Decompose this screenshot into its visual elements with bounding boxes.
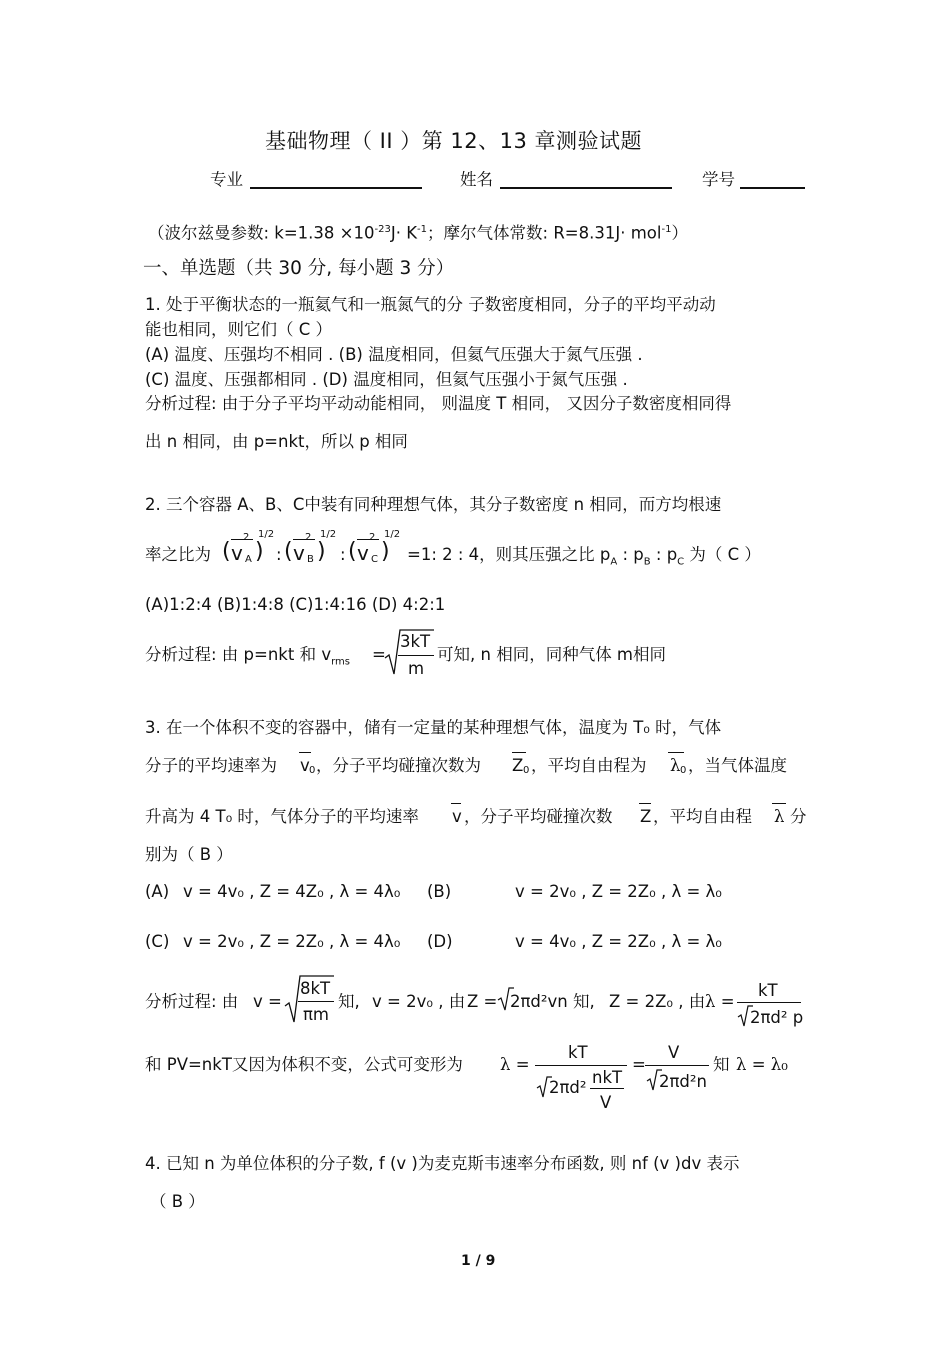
q3-an1-g: λ =	[705, 992, 735, 1011]
q3-line1: 3. 在一个体积不变的容器中，储有一定量的某种理想气体，温度为 T₀ 时，气体	[145, 718, 722, 737]
q3-line3-c: ，平均自由程	[653, 807, 752, 826]
q3-an2-b: 知	[713, 1055, 730, 1074]
name-label: 姓名	[460, 170, 493, 189]
q3-z0-sub: 0	[523, 765, 530, 776]
q2-vA-v: v	[231, 541, 243, 565]
q3-optA: v = 4v₀ , Z = 4Z₀ , λ = 4λ₀	[183, 882, 401, 901]
q1-analysis-line1: 分析过程: 由于分子平均平动动能相同， 则温度 T 相同， 又因分子数密度相同得	[145, 394, 732, 413]
q3-lambda: λ	[774, 807, 785, 826]
constants-text: （波尔兹曼参数: k=1.38 ×10	[148, 223, 375, 243]
q2-vB-sub: B	[307, 554, 314, 565]
q2-answer: 为（ C ）	[684, 545, 761, 564]
q1-line1: 1. 处于平衡状态的一瓶氦气和一瓶氮气的分 子数密度相同，分子的平均平动动	[145, 295, 716, 314]
q3-optD-label: (D)	[427, 932, 453, 951]
q3-an2-num: kT	[568, 1043, 588, 1062]
q3-v0-sub: 0	[309, 765, 316, 776]
q1-option-cd: (C) 温度、压强都相同 . (D) 温度相同，但氦气压强小于氮气压强 .	[145, 370, 628, 389]
q3-an1-num: 8kT	[300, 979, 331, 998]
q3-an1-c: v = 2v₀ , 由	[372, 992, 466, 1011]
q3-an2-num2: V	[668, 1043, 680, 1062]
q2-line1: 2. 三个容器 A、B、C中装有同种理想气体，其分子数密度 n 相同，而方均根速	[145, 495, 722, 514]
q2-vA-half: 1/2	[258, 529, 275, 540]
q2-options: (A)1:2:4 (B)1:4:8 (C)1:4:16 (D) 4:2:1	[145, 595, 446, 614]
q2-vB-half: 1/2	[320, 529, 337, 540]
q2-vC-sq: 2	[369, 532, 376, 543]
q3-lambda0-sub: 0	[680, 765, 687, 776]
q3-line3-d: 分	[790, 807, 807, 826]
q1-analysis-line2: 出 n 相同，由 p=nkt，所以 p 相同	[145, 432, 408, 451]
name-blank	[500, 187, 672, 189]
q3-optB: v = 2v₀ , Z = 2Z₀ , λ = λ₀	[515, 882, 722, 901]
q3-optD: v = 4v₀ , Z = 2Z₀ , λ = λ₀	[515, 932, 722, 951]
q3-line3-a: 升高为 4 T₀ 时，气体分子的平均速率	[145, 807, 419, 826]
q2-vC-group: ( v C 2 ) 1/2	[348, 529, 401, 565]
constants-mid: ；摩尔气体常数: R=8.31J· mol	[427, 223, 662, 243]
q2-analysis-text: 分析过程: 由 p=nkt 和 v	[145, 645, 332, 664]
q2-analysis-prefix	[145, 645, 350, 672]
q2-ratio-line	[407, 545, 761, 572]
q3-an1-e: 2πd²vn 知,	[510, 992, 595, 1011]
q3-z: Z	[640, 807, 652, 826]
constants-close: ）	[671, 223, 688, 243]
q3-line2-b: ，分子平均碰撞次数为	[316, 756, 481, 775]
constants-unit1-exp: -1	[417, 224, 428, 235]
page-title: 基础物理（ II ）第 12、13 章测验试题	[265, 129, 643, 153]
q2-pa-sub: A	[610, 556, 618, 568]
q3-an1-a: 分析过程: 由	[145, 992, 239, 1011]
q3-an1-f: Z = 2Z₀ , 由	[609, 992, 706, 1011]
q1-line2: 能也相同，则它们（ C ）	[145, 320, 333, 339]
q3-optC-label: (C)	[145, 932, 170, 951]
q3-an2-den-num: nkT	[592, 1068, 623, 1087]
q4-line1: 4. 已知 n 为单位体积的分子数, f (v )为麦克斯韦速率分布函数, 则 nf (v )dv 表示	[145, 1154, 740, 1173]
q3-an2-den-den: V	[600, 1093, 612, 1112]
q2-vB-v: v	[293, 541, 305, 565]
q3-line2-c: ，平均自由程为	[531, 756, 647, 775]
q4-line2: （ B ）	[150, 1192, 205, 1211]
major-label: 专业	[210, 170, 243, 189]
q3-line2-d: ，当气体温度	[688, 756, 787, 775]
q3-optC: v = 2v₀ , Z = 2Z₀ , λ = 4λ₀	[183, 932, 401, 951]
student-id-label: 学号	[702, 170, 735, 189]
q3-an2-lam: λ =	[500, 1055, 530, 1074]
page-number: 1 / 9	[461, 1253, 496, 1269]
q2-vC-sub: C	[371, 554, 378, 565]
q3-an2-c: λ = λ₀	[736, 1055, 788, 1074]
q3-line2-a: 分子的平均速率为	[145, 756, 277, 775]
q3-an1-num2: kT	[758, 981, 778, 1000]
q3-v0: v	[300, 756, 310, 775]
q3-optA-label: (A)	[145, 882, 170, 901]
q2-pc-sub: C	[677, 556, 685, 568]
q2-vB-sq: 2	[305, 532, 312, 543]
q2-vA-sub: A	[245, 554, 252, 565]
q3-line3-b: ，分子平均碰撞次数	[464, 807, 613, 826]
constants-line	[148, 220, 688, 244]
q2-sqrt-den: m	[408, 659, 425, 678]
q3-an1-den: πm	[303, 1005, 330, 1024]
student-id-blank	[740, 187, 805, 189]
q3-lambda0: λ	[670, 756, 681, 775]
q2-pb-sub: B	[643, 556, 651, 568]
q3-z0: Z	[512, 756, 524, 775]
q3-an2-den2: 2πd²n	[659, 1072, 707, 1091]
q2-line2-prefix: 率之比为	[145, 545, 211, 564]
q3-line4: 别为（ B ）	[145, 845, 233, 864]
q3-v: v	[452, 807, 462, 826]
section-heading: 一、单选题（共 30 分, 每小题 3 分）	[143, 258, 455, 279]
q3-an2-den-a: 2πd²	[549, 1078, 587, 1097]
q2-colon1: : p	[617, 545, 644, 564]
q2-vB-group: ( v B 2 ) 1/2	[284, 529, 337, 565]
q3-an2-a: 和 PV=nkT又因为体积不变，公式可变形为	[145, 1055, 463, 1074]
q2-ratio: =1: 2 : 4，则其压强之比 p	[407, 545, 611, 564]
q2-rms-sub: rms	[331, 656, 350, 668]
constants-unit1: J· K	[390, 223, 418, 243]
q3-optB-label: (B)	[427, 882, 452, 901]
q2-eq: =	[372, 645, 386, 664]
q2-vC-v: v	[357, 541, 369, 565]
q3-an2-eq: =	[632, 1055, 646, 1074]
q2-analysis-suffix: 可知, n 相同，同种气体 m相同	[437, 645, 667, 664]
constants-exp: -23	[374, 224, 391, 235]
q3-an1-v: v =	[253, 992, 282, 1011]
q2-vA-group: ( v A 2 ) 1/2	[222, 529, 275, 565]
q3-an1-d: Z =	[467, 992, 498, 1011]
q3-an1-den2: 2πd² p	[750, 1008, 804, 1027]
q1-option-ab: (A) 温度、压强均不相同 . (B) 温度相同，但氦气压强大于氮气压强 .	[145, 345, 643, 364]
constants-unit2-exp: -1	[661, 224, 672, 235]
q2-colon2: : p	[650, 545, 678, 564]
q2-vC-half: 1/2	[384, 529, 401, 540]
q2-vA-sq: 2	[243, 532, 250, 543]
major-blank	[250, 187, 422, 189]
q2-sqrt-num: 3kT	[400, 632, 431, 651]
q3-an1-b: 知,	[338, 992, 360, 1011]
